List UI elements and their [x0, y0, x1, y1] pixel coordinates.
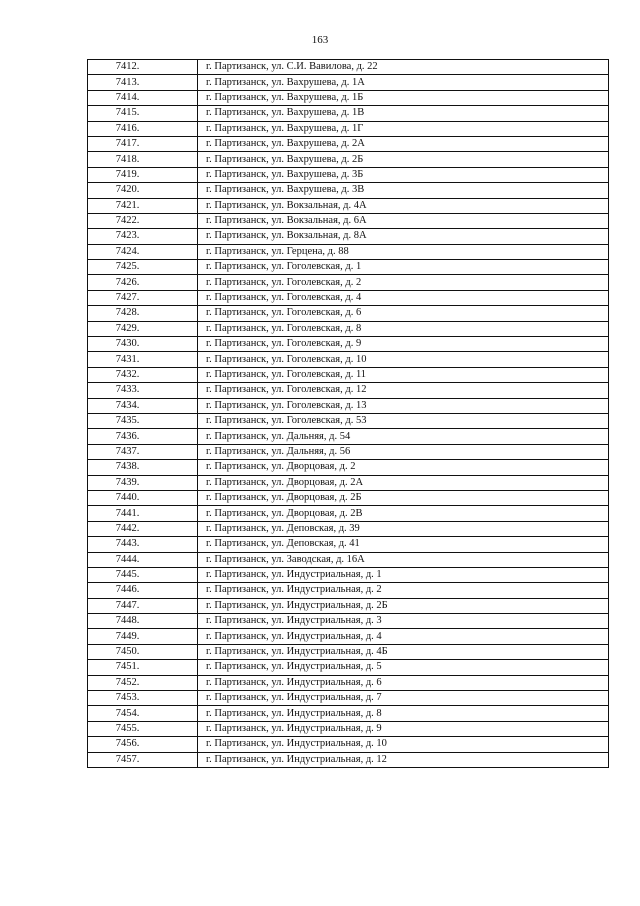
address-table-body — [88, 60, 609, 768]
row-number: 7437. — [88, 444, 198, 459]
row-number: 7429. — [88, 321, 198, 336]
row-address: г. Партизанск, ул. Гоголевская, д. 9 — [198, 337, 609, 352]
row-number: 7452. — [88, 675, 198, 690]
row-number: 7433. — [88, 383, 198, 398]
row-number: 7456. — [88, 737, 198, 752]
row-address: г. Партизанск, ул. Индустриальная, д. 2Б — [198, 598, 609, 613]
row-number: 7418. — [88, 152, 198, 167]
row-number: 7423. — [88, 229, 198, 244]
table-row — [88, 460, 609, 475]
row-address: г. Партизанск, ул. Вахрушева, д. 2А — [198, 136, 609, 151]
table-row — [88, 475, 609, 490]
row-address: г. Партизанск, ул. Индустриальная, д. 9 — [198, 721, 609, 736]
row-number: 7428. — [88, 306, 198, 321]
row-address: г. Партизанск, ул. Дворцовая, д. 2А — [198, 475, 609, 490]
row-number: 7457. — [88, 752, 198, 767]
table-row — [88, 383, 609, 398]
table-row — [88, 229, 609, 244]
row-number: 7416. — [88, 121, 198, 136]
table-row — [88, 367, 609, 382]
row-number: 7451. — [88, 660, 198, 675]
row-address: г. Партизанск, ул. Дворцовая, д. 2 — [198, 460, 609, 475]
row-number: 7448. — [88, 614, 198, 629]
table-row — [88, 706, 609, 721]
table-row — [88, 629, 609, 644]
table-row — [88, 506, 609, 521]
row-number: 7431. — [88, 352, 198, 367]
row-number: 7417. — [88, 136, 198, 151]
table-row — [88, 644, 609, 659]
row-number: 7420. — [88, 183, 198, 198]
row-address: г. Партизанск, ул. Вахрушева, д. 1Б — [198, 90, 609, 105]
row-address: г. Партизанск, ул. Гоголевская, д. 12 — [198, 383, 609, 398]
table-row — [88, 721, 609, 736]
table-row — [88, 198, 609, 213]
address-table — [87, 59, 609, 768]
table-row — [88, 675, 609, 690]
row-address: г. Партизанск, ул. Деповская, д. 41 — [198, 537, 609, 552]
table-row — [88, 398, 609, 413]
row-address: г. Партизанск, ул. Вокзальная, д. 4А — [198, 198, 609, 213]
table-row — [88, 136, 609, 151]
row-address: г. Партизанск, ул. Гоголевская, д. 11 — [198, 367, 609, 382]
row-address: г. Партизанск, ул. Индустриальная, д. 12 — [198, 752, 609, 767]
row-number: 7426. — [88, 275, 198, 290]
row-address: г. Партизанск, ул. Дворцовая, д. 2В — [198, 506, 609, 521]
row-number: 7447. — [88, 598, 198, 613]
table-row — [88, 337, 609, 352]
row-number: 7444. — [88, 552, 198, 567]
row-address: г. Партизанск, ул. Дворцовая, д. 2Б — [198, 490, 609, 505]
row-address: г. Партизанск, ул. Гоголевская, д. 4 — [198, 290, 609, 305]
row-address: г. Партизанск, ул. Индустриальная, д. 6 — [198, 675, 609, 690]
row-number: 7453. — [88, 691, 198, 706]
row-number: 7438. — [88, 460, 198, 475]
row-address: г. Партизанск, ул. Вахрушева, д. 1А — [198, 75, 609, 90]
row-number: 7436. — [88, 429, 198, 444]
row-number: 7434. — [88, 398, 198, 413]
table-row — [88, 413, 609, 428]
row-address: г. Партизанск, ул. Вахрушева, д. 3В — [198, 183, 609, 198]
row-address: г. Партизанск, ул. Индустриальная, д. 5 — [198, 660, 609, 675]
table-row — [88, 429, 609, 444]
row-address: г. Партизанск, ул. Вокзальная, д. 6А — [198, 213, 609, 228]
row-number: 7415. — [88, 106, 198, 121]
row-address: г. Партизанск, ул. Гоголевская, д. 10 — [198, 352, 609, 367]
row-address: г. Партизанск, ул. Индустриальная, д. 3 — [198, 614, 609, 629]
row-address: г. Партизанск, ул. Индустриальная, д. 7 — [198, 691, 609, 706]
row-number: 7450. — [88, 644, 198, 659]
table-row — [88, 167, 609, 182]
table-row — [88, 260, 609, 275]
table-row — [88, 660, 609, 675]
table-row — [88, 183, 609, 198]
table-row — [88, 444, 609, 459]
row-address: г. Партизанск, ул. Заводская, д. 16А — [198, 552, 609, 567]
row-number: 7445. — [88, 567, 198, 582]
table-row — [88, 106, 609, 121]
row-address: г. Партизанск, ул. Вахрушева, д. 1В — [198, 106, 609, 121]
row-number: 7454. — [88, 706, 198, 721]
table-row — [88, 583, 609, 598]
row-address: г. Партизанск, ул. Индустриальная, д. 10 — [198, 737, 609, 752]
row-number: 7422. — [88, 213, 198, 228]
table-row — [88, 737, 609, 752]
row-address: г. Партизанск, ул. Гоголевская, д. 8 — [198, 321, 609, 336]
table-row — [88, 75, 609, 90]
table-row — [88, 567, 609, 582]
row-address: г. Партизанск, ул. Вокзальная, д. 8А — [198, 229, 609, 244]
table-row — [88, 552, 609, 567]
row-number: 7414. — [88, 90, 198, 105]
row-number: 7412. — [88, 60, 198, 75]
table-row — [88, 121, 609, 136]
row-address: г. Партизанск, ул. Дальняя, д. 54 — [198, 429, 609, 444]
table-row — [88, 90, 609, 105]
row-number: 7435. — [88, 413, 198, 428]
row-number: 7432. — [88, 367, 198, 382]
row-address: г. Партизанск, ул. Вахрушева, д. 3Б — [198, 167, 609, 182]
table-row — [88, 152, 609, 167]
row-number: 7455. — [88, 721, 198, 736]
row-address: г. Партизанск, ул. Герцена, д. 88 — [198, 244, 609, 259]
table-row — [88, 691, 609, 706]
row-address: г. Партизанск, ул. Индустриальная, д. 8 — [198, 706, 609, 721]
row-address: г. Партизанск, ул. Индустриальная, д. 4 — [198, 629, 609, 644]
row-address: г. Партизанск, ул. Вахрушева, д. 2Б — [198, 152, 609, 167]
row-address: г. Партизанск, ул. Гоголевская, д. 1 — [198, 260, 609, 275]
row-number: 7413. — [88, 75, 198, 90]
row-address: г. Партизанск, ул. Индустриальная, д. 2 — [198, 583, 609, 598]
row-number: 7430. — [88, 337, 198, 352]
row-number: 7442. — [88, 521, 198, 536]
row-address: г. Партизанск, ул. Гоголевская, д. 13 — [198, 398, 609, 413]
row-number: 7421. — [88, 198, 198, 213]
row-number: 7424. — [88, 244, 198, 259]
table-row — [88, 490, 609, 505]
row-number: 7439. — [88, 475, 198, 490]
table-row — [88, 290, 609, 305]
row-address: г. Партизанск, ул. Гоголевская, д. 2 — [198, 275, 609, 290]
table-row — [88, 598, 609, 613]
row-address: г. Партизанск, ул. Гоголевская, д. 53 — [198, 413, 609, 428]
table-row — [88, 537, 609, 552]
table-row — [88, 275, 609, 290]
table-row — [88, 60, 609, 75]
row-address: г. Партизанск, ул. Индустриальная, д. 4Б — [198, 644, 609, 659]
row-address: г. Партизанск, ул. Дальняя, д. 56 — [198, 444, 609, 459]
page-number: 163 — [311, 34, 329, 46]
row-number: 7449. — [88, 629, 198, 644]
row-number: 7425. — [88, 260, 198, 275]
row-number: 7427. — [88, 290, 198, 305]
row-number: 7441. — [88, 506, 198, 521]
row-number: 7446. — [88, 583, 198, 598]
row-number: 7419. — [88, 167, 198, 182]
table-row — [88, 306, 609, 321]
table-row — [88, 213, 609, 228]
table-row — [88, 614, 609, 629]
row-address: г. Партизанск, ул. С.И. Вавилова, д. 22 — [198, 60, 609, 75]
row-number: 7440. — [88, 490, 198, 505]
table-row — [88, 321, 609, 336]
row-address: г. Партизанск, ул. Гоголевская, д. 6 — [198, 306, 609, 321]
table-row — [88, 752, 609, 767]
table-row — [88, 244, 609, 259]
table-row — [88, 521, 609, 536]
row-address: г. Партизанск, ул. Деповская, д. 39 — [198, 521, 609, 536]
row-number: 7443. — [88, 537, 198, 552]
row-address: г. Партизанск, ул. Вахрушева, д. 1Г — [198, 121, 609, 136]
table-row — [88, 352, 609, 367]
row-address: г. Партизанск, ул. Индустриальная, д. 1 — [198, 567, 609, 582]
